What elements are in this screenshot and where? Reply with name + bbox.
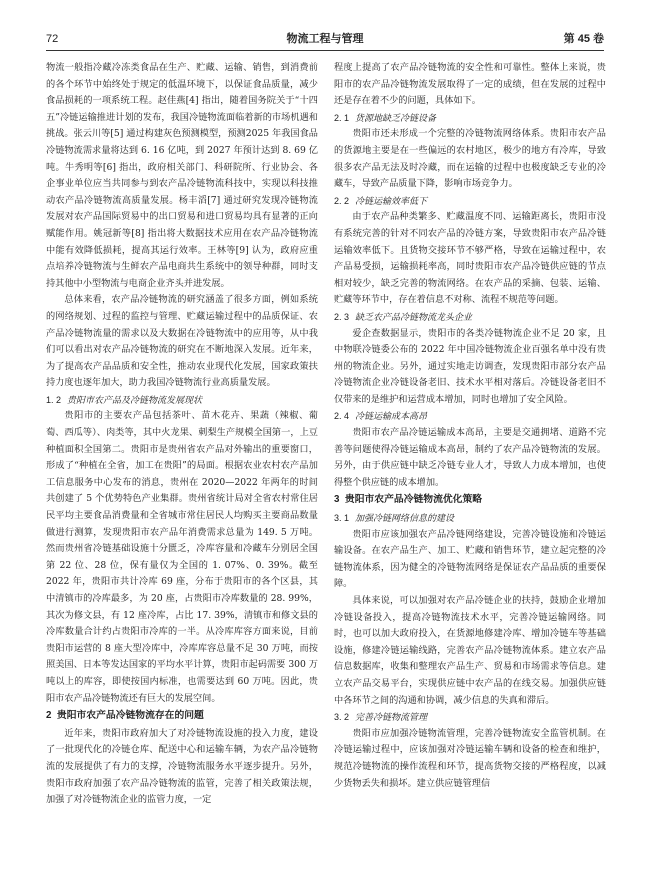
paragraph: 贵阳市应该加强农产品冷链网络建设，完善冷链设施和冷链运输设备。在农产品生产、加工、贮藏和销售环节，建立起完整的冷链物流体系，因为健全的冷链物流网络是保证农产品品质的重要保障。	[334, 528, 606, 590]
subsection-heading	[334, 510, 606, 527]
paragraph: 爱企查数据显示，贵阳市的各类冷链物流企业不足 20 家，且中物联冷链委公布的 2022 年中国冷链物流企业百强名单中没有贵州的物流企业。另外，通过实地走访调查，发现贵阳市部分农产品冷链物流企业冷链设备老旧、技术水平相对落后。冷链设备老旧不仅带来的是维护和运营成本增加，同时也增加了安全风险。	[334, 327, 606, 405]
subsection-title: 冷链运输效率低下	[355, 195, 428, 206]
section-heading	[46, 708, 318, 725]
running-header	[46, 32, 604, 51]
subsection-heading	[334, 309, 606, 326]
volume-label: 第 45 卷	[563, 33, 604, 45]
right-column	[334, 60, 606, 880]
paragraph: 贵阳市的主要农产品包括茶叶、苗木花卉、果蔬（辣椒、葡萄、西瓜等）、肉类等，其中火龙果、刺梨生产规模全国第一，上豆种植面积全国第二。贵阳市是贵州省农产品对外输出的重要窗口，形成了“种植在全省，加工在贵阳”的局面。根据农业农村农产品加工信息服务中心发布的消息，贵州在 2020—2022 年两年的时间共创建了 5 个优势特色产业集群。贵州省统计局对全省农村常住居民平均主要食品消费量和全省城市常住居民人均购买主要商品数量做进行测算，发现贵阳市农产品年消费需求总量为 149. 5 万吨。然而贵州省冷链基础设施十分匮乏，冷库容量和冷藏车分别居全国第 22 位、28 位，保有量仅为全国的 1. 07%、0. 39%。截至 2022 年，贵阳市共计冷库 69 座，分布于贵阳市的各个区县，其中清镇市的冷库最多，为 20 座，占贵阳市冷库数量的 28. 99%，其次为修文县，有 12 座冷库，占比 17. 39%，清镇市和修文县的冷库数量合计约占贵阳市冷库的一半。从冷库库容方面来说，目前贵阳市运营的 8 座大型冷库中，冷库库容总量不足 30 万吨，而按照美国、日本等发达国家的平均水平计算，贵阳市起码需要 300 万吨以上的库容，即使按国内标准，也需要达到 60 万吨。因此，贵阳市农产品冷链物流还有巨大的发展空间。	[46, 410, 318, 704]
subsection-title: 加强冷链网络信息的建设	[355, 513, 455, 524]
subsection-heading	[334, 709, 606, 726]
subsection-heading	[334, 110, 606, 127]
left-column	[46, 60, 318, 880]
section-title: 贵阳市农产品冷链物流存在的问题	[56, 710, 204, 722]
subsection-heading	[334, 408, 606, 425]
subsection-number: 2. 1	[334, 112, 350, 123]
subsection-number: 3. 2	[334, 712, 350, 723]
paragraph: 由于农产品种类繁多、贮藏温度不同、运输距离长，贵阳市没有系统完善的针对不同农产品的冷链方案，导致贵阳市农产品冷链运输效率低下。且货物交接环节不够严格，导致在运输过程中，农产品易受损，运输损耗率高，同时贵阳市农产品冷链供应链的节点相对较少，缺乏完善的物流网络。在农产品的采摘、包装、运输、贮藏等环节中，存在着信息不对称、流程不规范等问题。	[334, 211, 606, 306]
journal-title: 物流工程与管理	[286, 33, 364, 45]
paragraph: 总体来看，农产品冷链物流的研究涵盖了很多方面，例如系统的网络规划、过程的监控与管理、贮藏运输过程中的品质保证、农产品冷链物流量的需求以及大数据在冷链物流中的应用等，从中我们可以看出对农产品冷链物流的研究在不断地深入发展。近年来，为了提高农产品品质和安全性，推动农业现代化发展，国家政策扶持力度也逐年加大，助力我国冷链物流行业高质量发展。	[46, 294, 318, 389]
paragraph: 近年来，贵阳市政府加大了对冷链物流设施的投入力度，建设了一批现代化的冷链仓库、配送中心和运输车辆，为农产品冷链物流的发展提供了有力的支撑，冷链物流服务水平逐步提升。另外，贵阳市政府加强了农产品冷链物流的监管，完善了相关政策法规，加强了对冷链物流企业的监管力度，一定	[46, 727, 318, 806]
section-number: 3	[334, 494, 340, 506]
subsection-number: 2. 2	[334, 195, 350, 206]
subsection-number: 2. 3	[334, 311, 350, 322]
paragraph: 具体来说，可以加强对农产品冷链企业的扶持，鼓励企业增加冷链设备投入，提高冷链物流技术水平，完善冷链运输网络。同时，也可以加大政府投入，在货源地修建冷库、增加冷链车等基础设施，修建冷链运输线路，完善农产品冷链物流体系。建立农产品信息数据库，收集和整理农产品生产、贸易和市场需求等信息。建立农产品交易平台，实现供应链中农产品的在线交易。加强供应链中各环节之间的沟通和协调，减少信息的失真和滞后。	[334, 595, 606, 706]
section-title: 贵阳市农产品冷链物流优化策略	[344, 494, 483, 506]
subsection-number: 1. 2	[46, 394, 62, 405]
paragraph: 贵阳市应加强冷链物流管理，完善冷链物流安全监管机制。在冷链运输过程中，应该加强对冷链运输车辆和设备的检查和维护，规范冷链物流的操作流程和环节，提高货物交接的严格程度，以减少货物丢失和损坏。建立供应链管理信	[334, 727, 606, 789]
subsection-title: 缺乏农产品冷链物流龙头企业	[355, 311, 473, 322]
subsection-title: 贵阳市农产品及冷链物流发展现状	[67, 394, 203, 405]
subsection-title: 完善冷链物流管理	[355, 712, 428, 723]
page-number: 72	[46, 33, 59, 45]
subsection-heading	[334, 193, 606, 210]
subsection-heading	[46, 392, 318, 409]
paragraph: 物流一般指冷藏冷冻类食品在生产、贮藏、运输、销售，到消费前的各个环节中始终处于规定的低温环境下，以保证食品质量，减少食品损耗的一项系统工程。赵佳燕[4] 指出，随着国务院关于“十四五”冷链运输推进计划的发布，我国冷链物流面临着新的市场机遇和挑战。张云川等[5] 通过构建灰色预测模型，预测2025 年我国食品冷链物流需求量将达到 6. 16 亿吨，到 2027 年预计达到 8. 69 亿吨。牛秀明等[6] 指出，政府相关部门、科研院所、行业协会、各企事业单位应当共同参与到农产品冷链物流科技中，实现以科技推动农产品冷链物流高质量发展。杨丰滔[7] 通过研究发现冷链物流发展对农产品国际贸易中的出口贸易和进口贸易均具有显著的正向赋能作用。姚冠新等[8] 指出将大数据技术应用在农产品冷链物流中能有效降低损耗，提高其运行效率。王林等[9] 认为，政府应重点培养冷链物流与生鲜农产品电商共生系统中的领导种群，同时支持其他中小型物流与电商企业齐头并进发展。	[46, 62, 318, 289]
subsection-number: 2. 4	[334, 411, 350, 422]
paragraph: 贵阳市还未形成一个完整的冷链物流网络体系。贵阳市农产品的货源地主要是在一些偏远的农村地区，极少的地方有冷库，导致很多农产品无法及时冷藏，而在运输的过程中也极度缺乏专业的冷藏车，导致产品质量下降，影响市场竞争力。	[334, 128, 606, 190]
subsection-title: 货源地缺乏冷链设备	[355, 112, 437, 123]
paragraph: 贵阳市农产品冷链运输成本高昂，主要是交通拥堵、道路不完善等问题使得冷链运输成本高昂，制约了农产品冷链物流的发展。另外，由于供应链中缺乏冷链专业人才，导致人力成本增加，也使得整个供应链的成本增加。	[334, 427, 606, 488]
subsection-number: 3. 1	[334, 513, 350, 524]
subsection-title: 冷链运输成本高昂	[355, 411, 428, 422]
section-number: 2	[46, 710, 52, 722]
paragraph: 程度上提高了农产品冷链物流的安全性和可靠性。整体上来说，贵阳市的农产品冷链物流发展取得了一定的成绩，但在发展的过程中还是存在着不少的问题，具体如下。	[334, 62, 606, 107]
section-heading	[334, 492, 606, 509]
